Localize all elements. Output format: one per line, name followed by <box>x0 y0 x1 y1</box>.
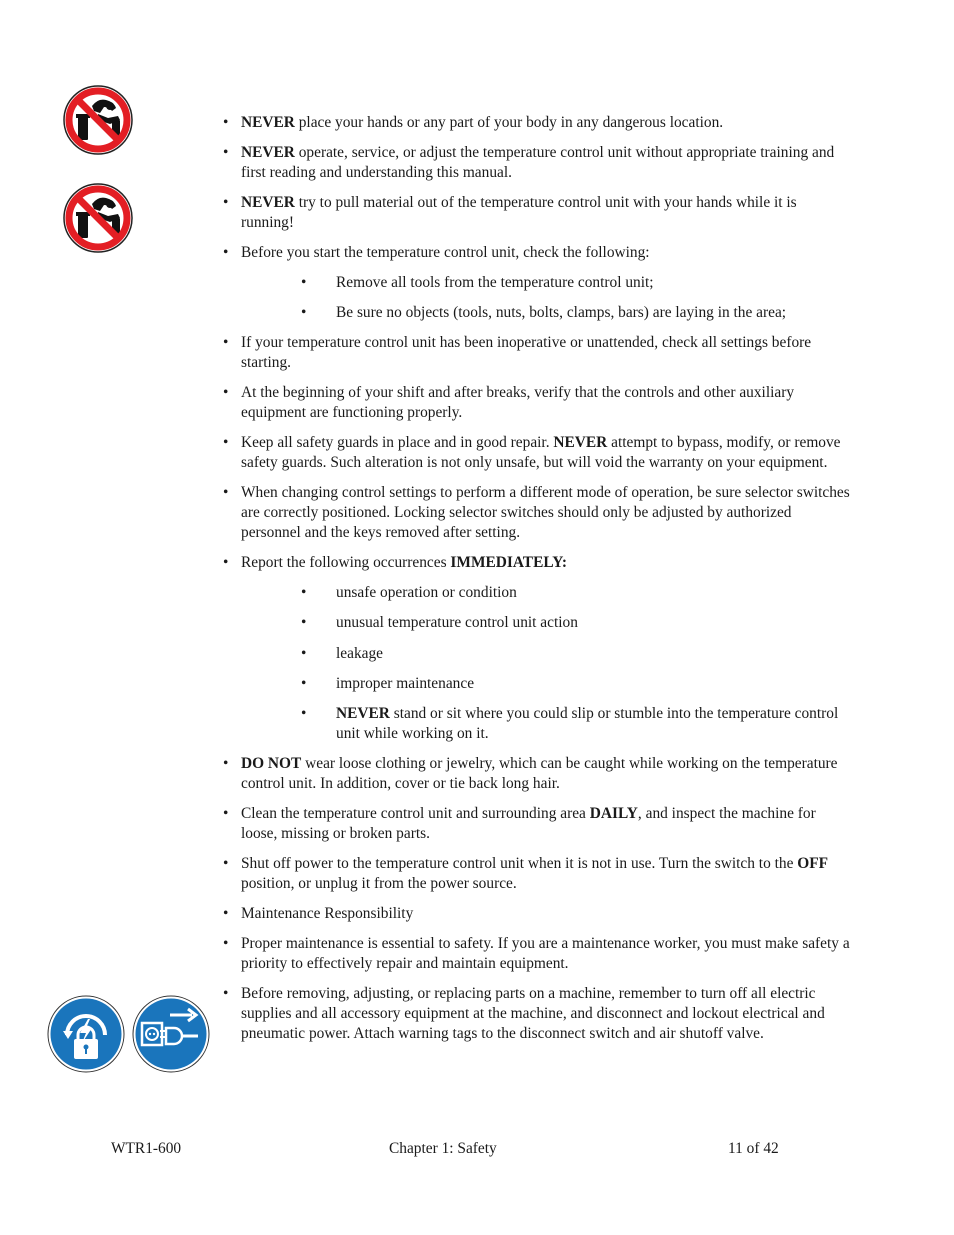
emphasis: NEVER <box>241 194 295 212</box>
list-item-text: Before you start the temperature control unit, check the following: <box>241 244 650 262</box>
sub-list-item <box>222 644 852 664</box>
list-item-text: If your temperature control unit has been inoperative or unattended, check all settings before starting. <box>241 334 812 372</box>
safety-instructions-list <box>222 113 852 1054</box>
list-item-text: Maintenance Responsibility <box>241 904 414 922</box>
sub-list-item <box>222 273 852 293</box>
sub-list-item <box>222 704 852 744</box>
footer-document-id: WTR1-600 <box>111 1140 182 1157</box>
list-item-text: position, or unplug it from the power source. <box>241 874 517 892</box>
list-item-text: Before removing, adjusting, or replacing parts on a machine, remember to turn off all electric supplies and all accessory equipment at the machine, and disconnect and lockout electrical and pneumatic power. Attach warning tags to the disconnect switch and air shutoff valve. <box>241 984 825 1042</box>
no-hands-in-machine-icon <box>62 182 134 254</box>
list-item <box>222 854 852 894</box>
emphasis: NEVER <box>241 114 295 131</box>
list-item <box>222 333 852 373</box>
footer-chapter: Chapter 1: Safety <box>389 1140 497 1157</box>
list-item-text: attempt to bypass, modify, or remove safety guards. Such alteration is not only unsafe, but will void the warranty on your equipment. <box>241 434 841 472</box>
list-item-text: At the beginning of your shift and after breaks, verify that the controls and other auxiliary equipment are functioning properly. <box>241 384 795 422</box>
lockout-power-icon <box>47 995 125 1073</box>
list-item-text: operate, service, or adjust the temperature control unit without appropriate training and first reading and understanding this manual. <box>241 144 835 181</box>
list-item <box>222 804 852 844</box>
list-item <box>222 904 852 924</box>
emphasis: NEVER <box>553 434 608 452</box>
list-item-text: place your hands or any part of your body in any dangerous location. <box>294 114 724 131</box>
disconnect-plug-icon <box>132 995 210 1073</box>
sub-list-item-text: stand or sit where you could slip or stumble into the temperature control unit while working on it. <box>336 704 839 742</box>
sub-list-item-text: Remove all tools from the temperature control unit; <box>336 274 654 292</box>
emphasis: NEVER <box>336 704 390 722</box>
list-item <box>222 934 852 974</box>
sub-list-item <box>222 303 852 323</box>
list-item-text: Shut off power to the temperature control unit when it is not in use. Turn the switch to the <box>241 854 798 872</box>
sub-list-item <box>222 674 852 694</box>
footer-page-number: 11 of 42 <box>728 1140 779 1157</box>
list-item <box>222 143 852 183</box>
list-item-text: try to pull material out of the temperature control unit with your hands while it is running! <box>241 194 797 231</box>
list-item-text: wear loose clothing or jewelry, which can be caught while working on the temperature control unit. In addition, cover or tie back long hair. <box>241 754 838 792</box>
sub-list-item-text: unsafe operation or condition <box>336 584 517 602</box>
sub-list-item-text: improper maintenance <box>336 674 475 692</box>
emphasis: IMMEDIATELY: <box>450 554 568 572</box>
sub-list-item-text: Be sure no objects (tools, nuts, bolts, clamps, bars) are laying in the area; <box>336 304 787 322</box>
sub-list-item <box>222 583 852 603</box>
list-item <box>222 553 852 573</box>
list-item-text: Keep all safety guards in place and in good repair. <box>241 434 554 452</box>
list-item <box>222 383 852 423</box>
sub-list-item <box>222 613 852 633</box>
list-item-text: When changing control settings to perform a different mode of operation, be sure selector switches are correctly positioned. Locking selector switches should only be adjusted by authorized personnel and the keys removed after setting. <box>241 484 850 542</box>
list-item <box>222 113 852 133</box>
no-hands-in-machine-icon <box>62 84 134 156</box>
list-item <box>222 483 852 543</box>
list-item <box>222 984 852 1044</box>
list-item-text: , and inspect the machine for loose, missing or broken parts. <box>241 804 816 842</box>
list-item-text: Report the following occurrences <box>241 554 451 572</box>
list-item <box>222 193 852 233</box>
list-item <box>222 243 852 263</box>
list-item <box>222 754 852 794</box>
emphasis: NEVER <box>241 144 295 162</box>
emphasis: DAILY <box>589 804 638 822</box>
list-item-text: Proper maintenance is essential to safety. If you are a maintenance worker, you must make safety a priority to effectively repair and maintain equipment. <box>241 934 850 972</box>
list-item <box>222 433 852 473</box>
emphasis: OFF <box>797 854 829 872</box>
list-item-text: Clean the temperature control unit and surrounding area <box>241 804 590 822</box>
sub-list-item-text: unusual temperature control unit action <box>336 614 578 632</box>
sub-list-item-text: leakage <box>336 644 383 662</box>
emphasis: DO NOT <box>241 754 302 772</box>
